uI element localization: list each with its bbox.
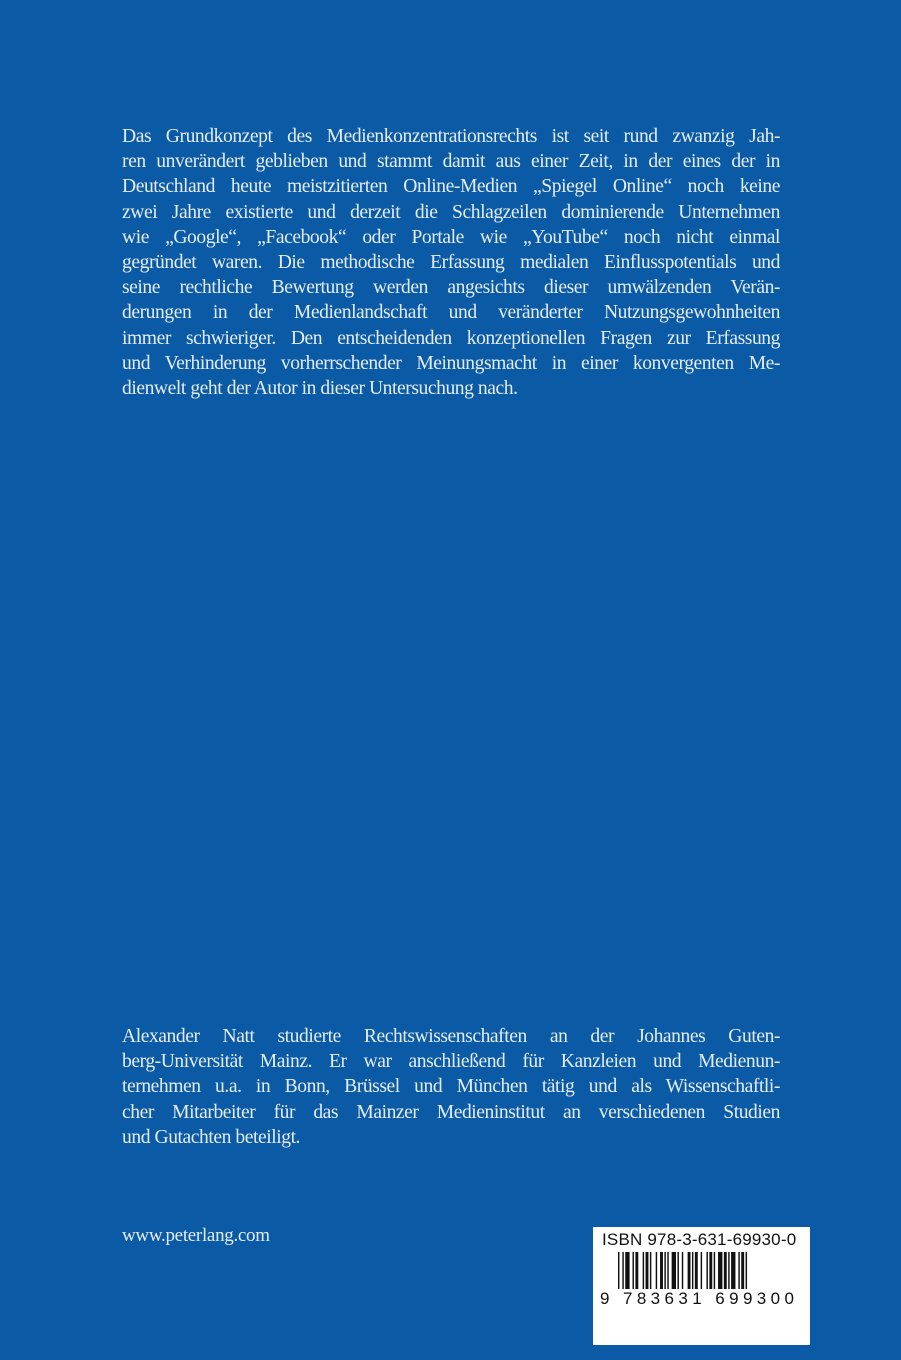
blurb-line: derungen in der Medienlandschaft und veränderter Nutzungsgewohnheiten xyxy=(122,302,780,324)
author-bio-paragraph xyxy=(122,1024,780,1150)
author-bio-line: Alexander Natt studierte Rechtswissenschaften an der Johannes Guten- xyxy=(122,1026,780,1047)
isbn-barcode-box xyxy=(593,1227,810,1345)
ean-digits xyxy=(599,1289,799,1309)
author-bio-line: berg-Universität Mainz. Er war anschließend für Kanzleien und Medienun- xyxy=(122,1051,780,1073)
blurb-line: zwei Jahre existierte und derzeit die Schlagzeilen dominierende Unternehmen xyxy=(122,201,780,223)
blurb-line: seine rechtliche Bewertung werden angesichts dieser umwälzenden Verän- xyxy=(122,277,780,299)
blurb-line: ren unverändert geblieben und stammt damit aus einer Zeit, in der eines der in xyxy=(122,151,780,173)
blurb-line: und Verhinderung vorherrschender Meinungsmacht in einer konvergenten Me- xyxy=(122,352,780,374)
blurb-line: immer schwieriger. Den entscheidenden konzeptionellen Fragen zur Erfassung xyxy=(122,327,780,349)
blurb-line: wie „Google“, „Facebook“ oder Portale wie „YouTube“ noch nicht einmal xyxy=(122,226,780,248)
ean-digits-text: 9 783631 699300 xyxy=(600,1289,799,1308)
isbn-label: ISBN 978-3-631-69930-0 xyxy=(602,1230,797,1249)
blurb-line: gegründet waren. Die methodische Erfassung medialen Einflusspotentials und xyxy=(122,251,780,273)
blurb-line: Deutschland heute meistzitierten Online-Medien „Spiegel Online“ noch keine xyxy=(122,176,780,198)
blurb-line: Das Grundkonzept des Medienkonzentrationsrechts ist seit rund zwanzig Jah- xyxy=(122,126,780,147)
publisher-website: www.peterlang.com xyxy=(122,1225,270,1246)
author-bio-line: ternehmen u.a. in Bonn, Brüssel und München tätig und als Wissenschaftli- xyxy=(122,1076,780,1098)
blurb-paragraph xyxy=(122,124,780,401)
author-bio-line: cher Mitarbeiter für das Mainzer Medieninstitut an verschiedenen Studien xyxy=(122,1101,780,1123)
author-bio-line: und Gutachten beteiligt. xyxy=(122,1126,301,1148)
blurb-line: dienwelt geht der Autor in dieser Untersuchung nach. xyxy=(122,377,518,399)
